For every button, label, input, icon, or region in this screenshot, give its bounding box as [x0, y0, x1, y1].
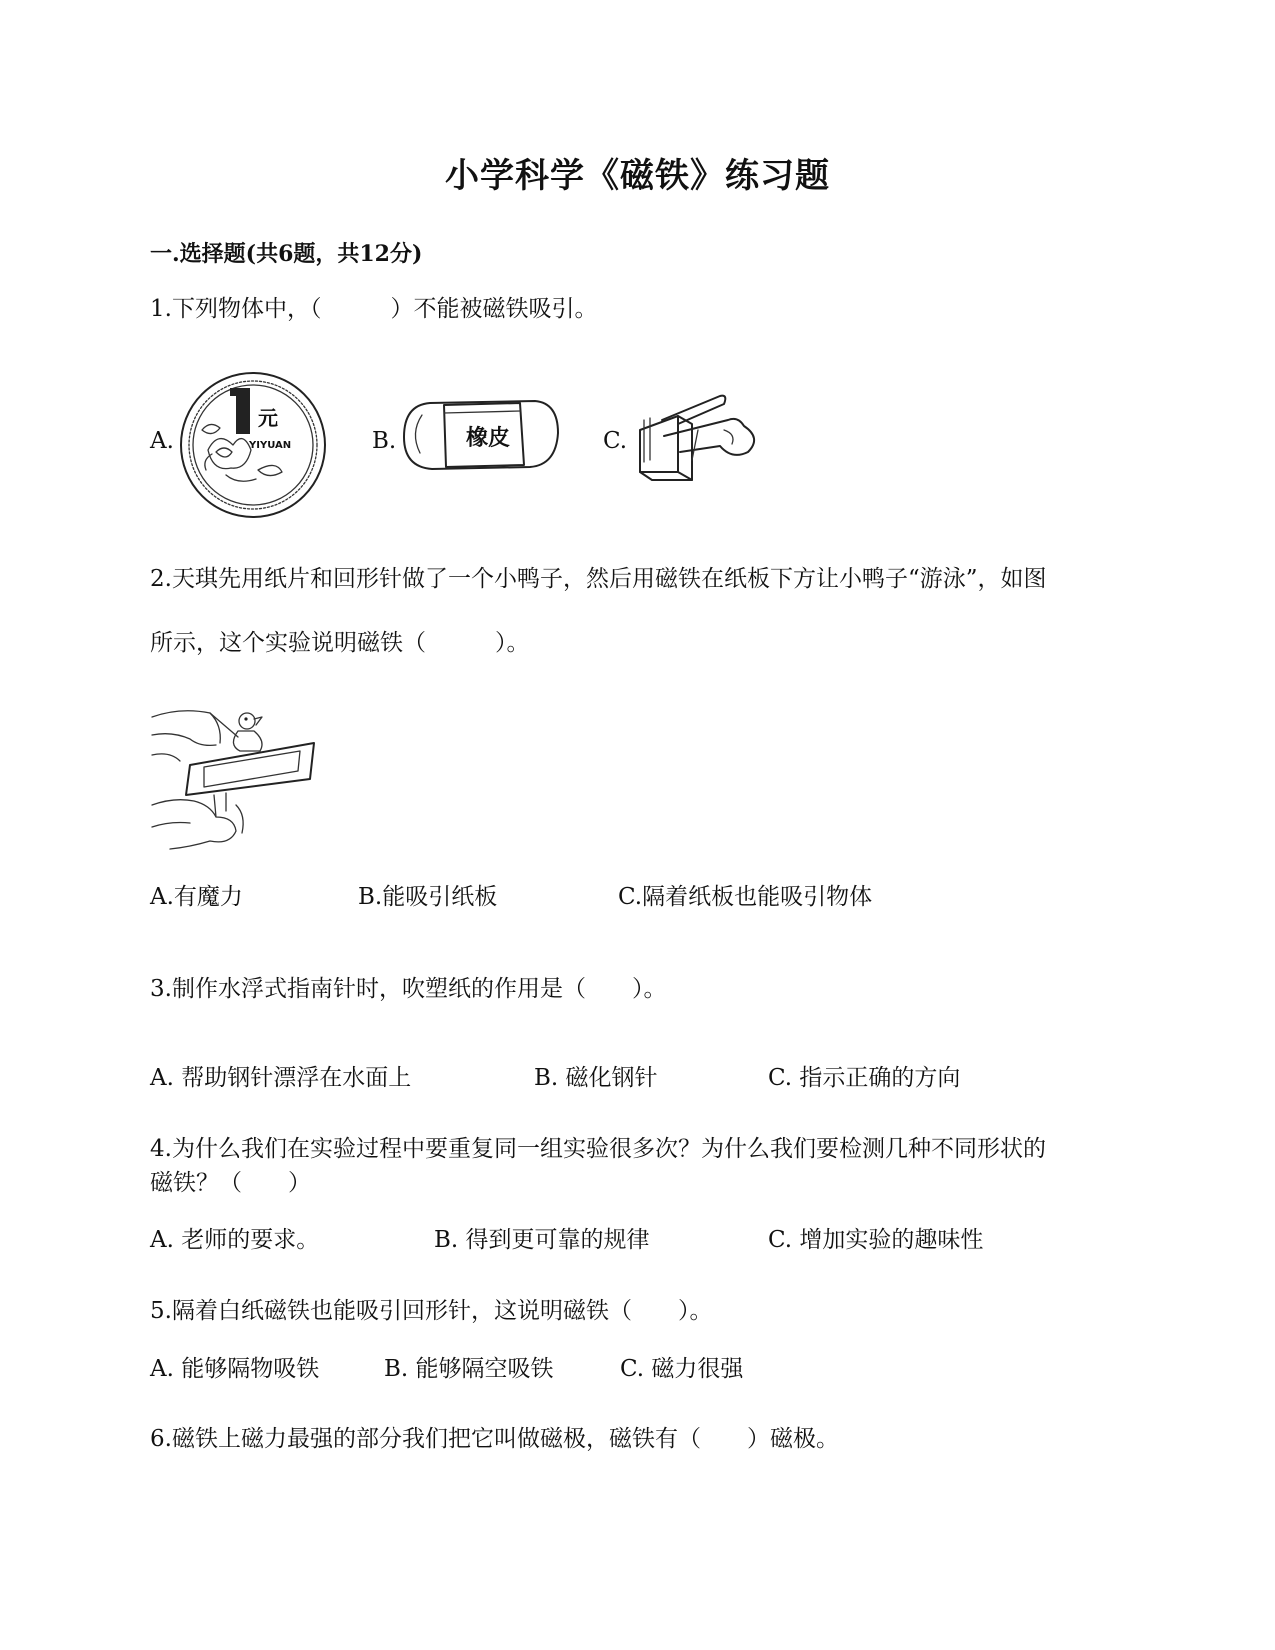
q4-option-c: C. 增加实验的趣味性 — [768, 1227, 984, 1253]
binder-clip-figure — [632, 390, 767, 485]
coin-pinyin-text: YIYUAN — [249, 440, 292, 451]
question-5-stem: 5.隔着白纸磁铁也能吸引回形针，这说明磁铁（ ）。 — [150, 1298, 713, 1324]
coin-figure — [178, 370, 328, 520]
q2-option-b: B.能吸引纸板 — [358, 884, 498, 910]
q2-option-a: A.有魔力 — [150, 884, 243, 910]
duck-experiment-figure — [150, 705, 315, 850]
question-4-stem-line1: 4.为什么我们在实验过程中要重复同一组实验很多次？为什么我们要检测几种不同形状的 — [150, 1136, 1046, 1162]
question-4-stem-line2: 磁铁？（ ） — [150, 1170, 311, 1196]
q1-option-b-label: B. — [372, 428, 397, 454]
q5-option-a: A. 能够隔物吸铁 — [150, 1356, 320, 1382]
q3-option-c: C. 指示正确的方向 — [768, 1065, 961, 1091]
question-1-stem: 1.下列物体中，（ ）不能被磁铁吸引。 — [150, 296, 598, 322]
eraser-text: 橡皮 — [466, 426, 511, 451]
page-title: 小学科学《磁铁》练习题 — [445, 156, 830, 196]
q2-option-c: C.隔着纸板也能吸引物体 — [618, 884, 873, 910]
q3-option-b: B. 磁化钢针 — [534, 1065, 658, 1091]
question-2-stem-line2: 所示，这个实验说明磁铁（ ）。 — [150, 630, 530, 656]
q1-option-c-label: C. — [603, 428, 628, 454]
q5-option-b: B. 能够隔空吸铁 — [384, 1356, 554, 1382]
q1-option-a-label: A. — [150, 428, 174, 454]
question-3-stem: 3.制作水浮式指南针时，吹塑纸的作用是（ ）。 — [150, 976, 667, 1002]
q4-option-b: B. 得到更可靠的规律 — [434, 1227, 650, 1253]
q5-option-c: C. 磁力很强 — [620, 1356, 744, 1382]
coin-yuan-text: 元 — [258, 406, 278, 430]
question-2-stem-line1: 2.天琪先用纸片和回形针做了一个小鸭子，然后用磁铁在纸板下方让小鸭子“游泳”，如图 — [150, 566, 1047, 592]
q4-option-a: A. 老师的要求。 — [150, 1227, 320, 1253]
question-6-stem: 6.磁铁上磁力最强的部分我们把它叫做磁极，磁铁有（ ）磁极。 — [150, 1426, 839, 1452]
section-heading: 一.选择题(共6题，共12分) — [150, 241, 423, 267]
eraser-figure — [400, 393, 560, 475]
q3-option-a: A. 帮助钢针漂浮在水面上 — [150, 1065, 412, 1091]
